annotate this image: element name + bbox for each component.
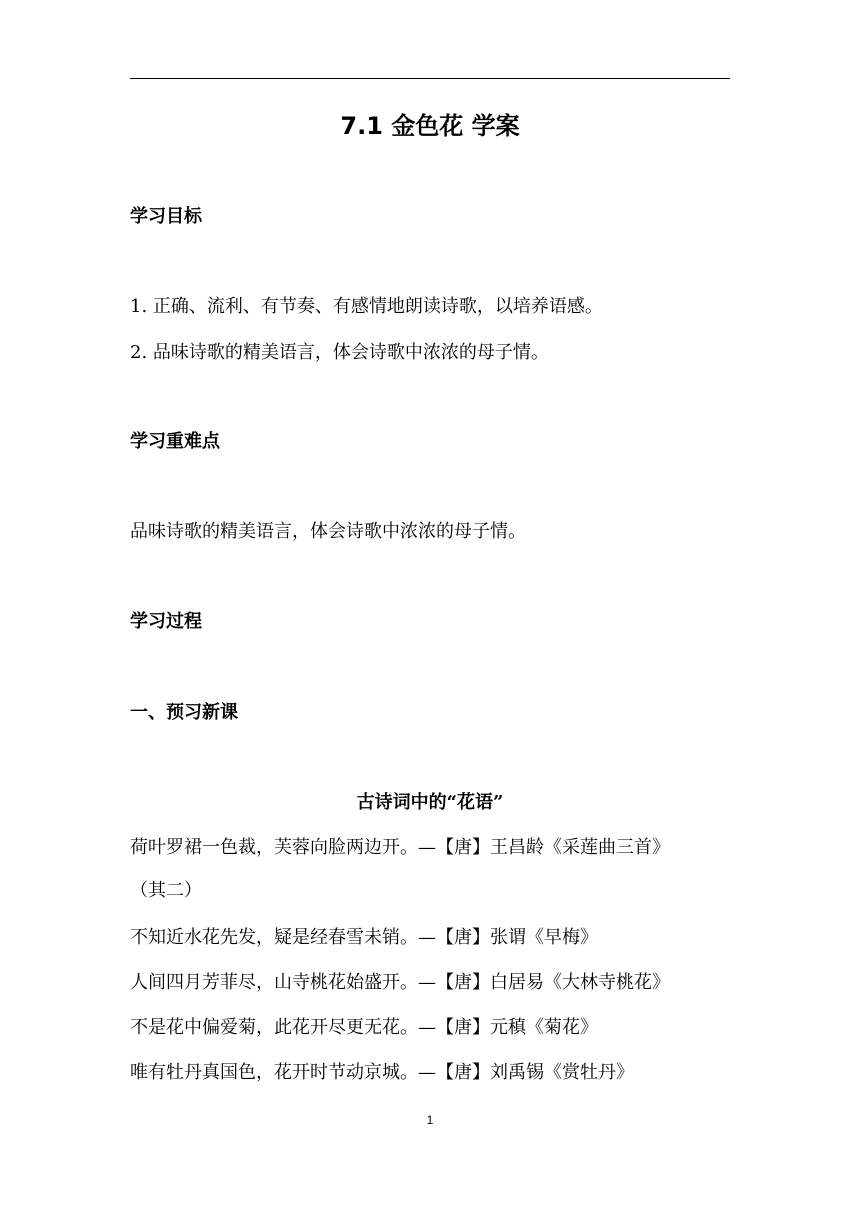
poem-line-1: 荷叶罗裙一色裁，芙蓉向脸两边开。—【唐】王昌龄《采莲曲三首》: [130, 837, 670, 858]
poem-line-1-continuation: （其二）: [130, 880, 202, 901]
header-rule: [130, 78, 730, 79]
document-title: 7.1 金色花 学案: [340, 112, 520, 140]
poem-line-4: 不是花中偏爱菊，此花开尽更无花。—【唐】元稹《菊花》: [130, 1017, 598, 1038]
section-heading-key-points: 学习重难点: [130, 431, 220, 452]
objective-item-2: 2. 品味诗歌的精美语言，体会诗歌中浓浓的母子情。: [130, 342, 549, 363]
section-heading-objectives: 学习目标: [130, 206, 202, 227]
key-points-text: 品味诗歌的精美语言，体会诗歌中浓浓的母子情。: [130, 521, 526, 542]
poem-list-title: 古诗词中的“花语”: [356, 792, 504, 813]
page-number: 1: [426, 1113, 434, 1127]
poem-line-2: 不知近水花先发，疑是经春雪未销。—【唐】张谓《早梅》: [130, 927, 598, 948]
poem-line-5: 唯有牡丹真国色，花开时节动京城。—【唐】刘禹锡《赏牡丹》: [130, 1062, 634, 1083]
section-heading-preview: 一、预习新课: [130, 702, 238, 723]
objective-item-1: 1. 正确、流利、有节奏、有感情地朗读诗歌，以培养语感。: [130, 296, 603, 317]
section-heading-process: 学习过程: [130, 611, 202, 632]
poem-line-3: 人间四月芳菲尽，山寺桃花始盛开。—【唐】白居易《大林寺桃花》: [130, 972, 670, 993]
